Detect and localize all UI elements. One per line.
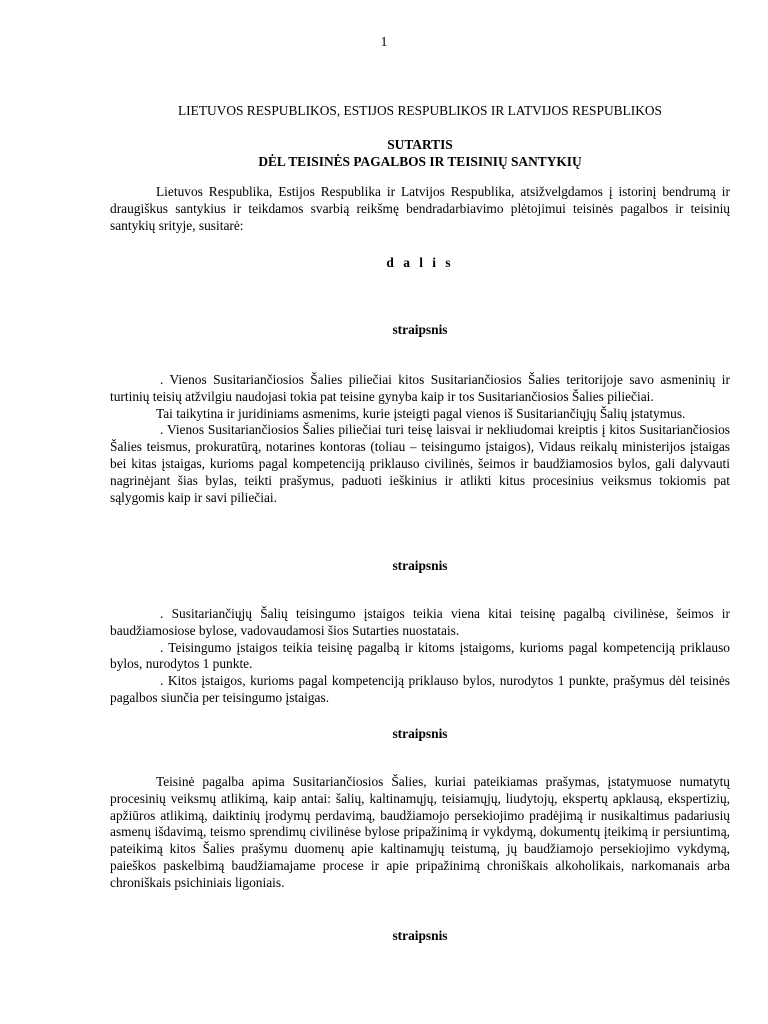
page-number: 1 <box>380 34 388 49</box>
article-1-body <box>110 372 730 506</box>
article-1-paragraph-3: . Vienos Susitariančiosios Šalies piliečiai turi teisę laisvai ir nekliudomai kreiptis į kitos Susitariančiosios Šalies teismus, prokuratūrą, notarines kontoras (toliau – teisingumo įstaigos), Vidaus reikalų ministerijos įstaigas bei kitas įstaigas, kurioms pagal kompetenciją priklauso civilinės, šeimos ir baudžiamosios bylos, gali dalyvauti nagrinėjant šias bylas, teikti prašymus, paduoti ieškinius ir atlikti kitus procesinius veiksmus tokiomis pat sąlygomis kaip ir savi piliečiai. <box>110 422 730 505</box>
article-heading-3: straipsnis <box>392 726 448 741</box>
article-heading-1: straipsnis <box>392 322 448 337</box>
preamble: Lietuvos Respublika, Estijos Respublika ir Latvijos Respublika, atsižvelgdamos į istorinį bendrumą ir draugiškus santykius ir teikdamos svarbią reikšmę bendradarbiavimo plėtojimui teisinės pagalbos ir teisinių santykių srityje, susitarė: <box>110 184 730 233</box>
article-2-paragraph-2: . Teisingumo įstaigos teikia teisinę pagalbą ir kitoms įstaigoms, kurioms pagal kompetenciją priklauso bylos, nurodytos 1 punkte. <box>110 639 730 672</box>
article-3-paragraph-1: Teisinė pagalba apima Susitariančiosios Šalies, kuriai pateikiamas prašymas, įstatymuose numatytų procesinių veiksmų atlikimą, kaip antai: šalių, kaltinamųjų, teisiamųjų, liudytojų, ekspertų apklausą, ekspertizių, apžiūros atlikimą, daiktinių įrodymų perdavimą, baudžiamojo persekiojimo pradėjimą ir nusikaltimus padariusių asmenų išdavimą, teismo sprendimų civilinėse bylose pripažinimą ir vykdymą, dokumentų įteikimą ir persiuntimą, pateikimą kitos Šalies prašymu duomenų apie kaltinamųjų teistumą, jų baudžiamojo persekiojimo vykdymą, paieškos paskelbimą baudžiamajame procese ir apie pripažinimą chroniškais alkoholikais, narkomanais arba chroniškais psichiniais ligoniais. <box>110 774 730 890</box>
article-heading-4: straipsnis <box>392 928 448 943</box>
title-line-1: SUTARTIS <box>387 137 453 152</box>
article-1-paragraph-2: Tai taikytina ir juridiniams asmenims, kurie įsteigti pagal vienos iš Susitariančiųjų Šalių įstatymus. <box>156 405 686 421</box>
article-2-body <box>110 606 730 707</box>
article-2-paragraph-1: . Susitariančiųjų Šalių teisingumo įstaigos teikia viena kitai teisinę pagalbą civilinėse, šeimos ir baudžiamosiose bylose, vadovaudamosi šios Sutarties nuostatais. <box>110 606 730 638</box>
article-heading-2: straipsnis <box>392 558 448 573</box>
part-heading: d a l i s <box>386 255 454 270</box>
document-header: LIETUVOS RESPUBLIKOS, ESTIJOS RESPUBLIKOS IR LATVIJOS RESPUBLIKOS <box>178 103 662 118</box>
title-line-2: DĖL TEISINĖS PAGALBOS IR TEISINIŲ SANTYKIŲ <box>258 153 582 169</box>
article-2-paragraph-3: . Kitos įstaigos, kurioms pagal kompetenciją priklauso bylos, nurodytos 1 punkte, prašymus dėl teisinės pagalbos siunčia per teisingumo įstaigas. <box>110 673 730 705</box>
document-title <box>110 137 730 171</box>
article-1-paragraph-1: . Vienos Susitariančiosios Šalies piliečiai kitos Susitariančiosios Šalies teritorijoje savo asmeninių ir turtinių teisių atžvilgiu naudojasi tokia pat teisine gynyba kaip ir tos Susitariančiosios Šalies piliečiai. <box>110 372 730 404</box>
